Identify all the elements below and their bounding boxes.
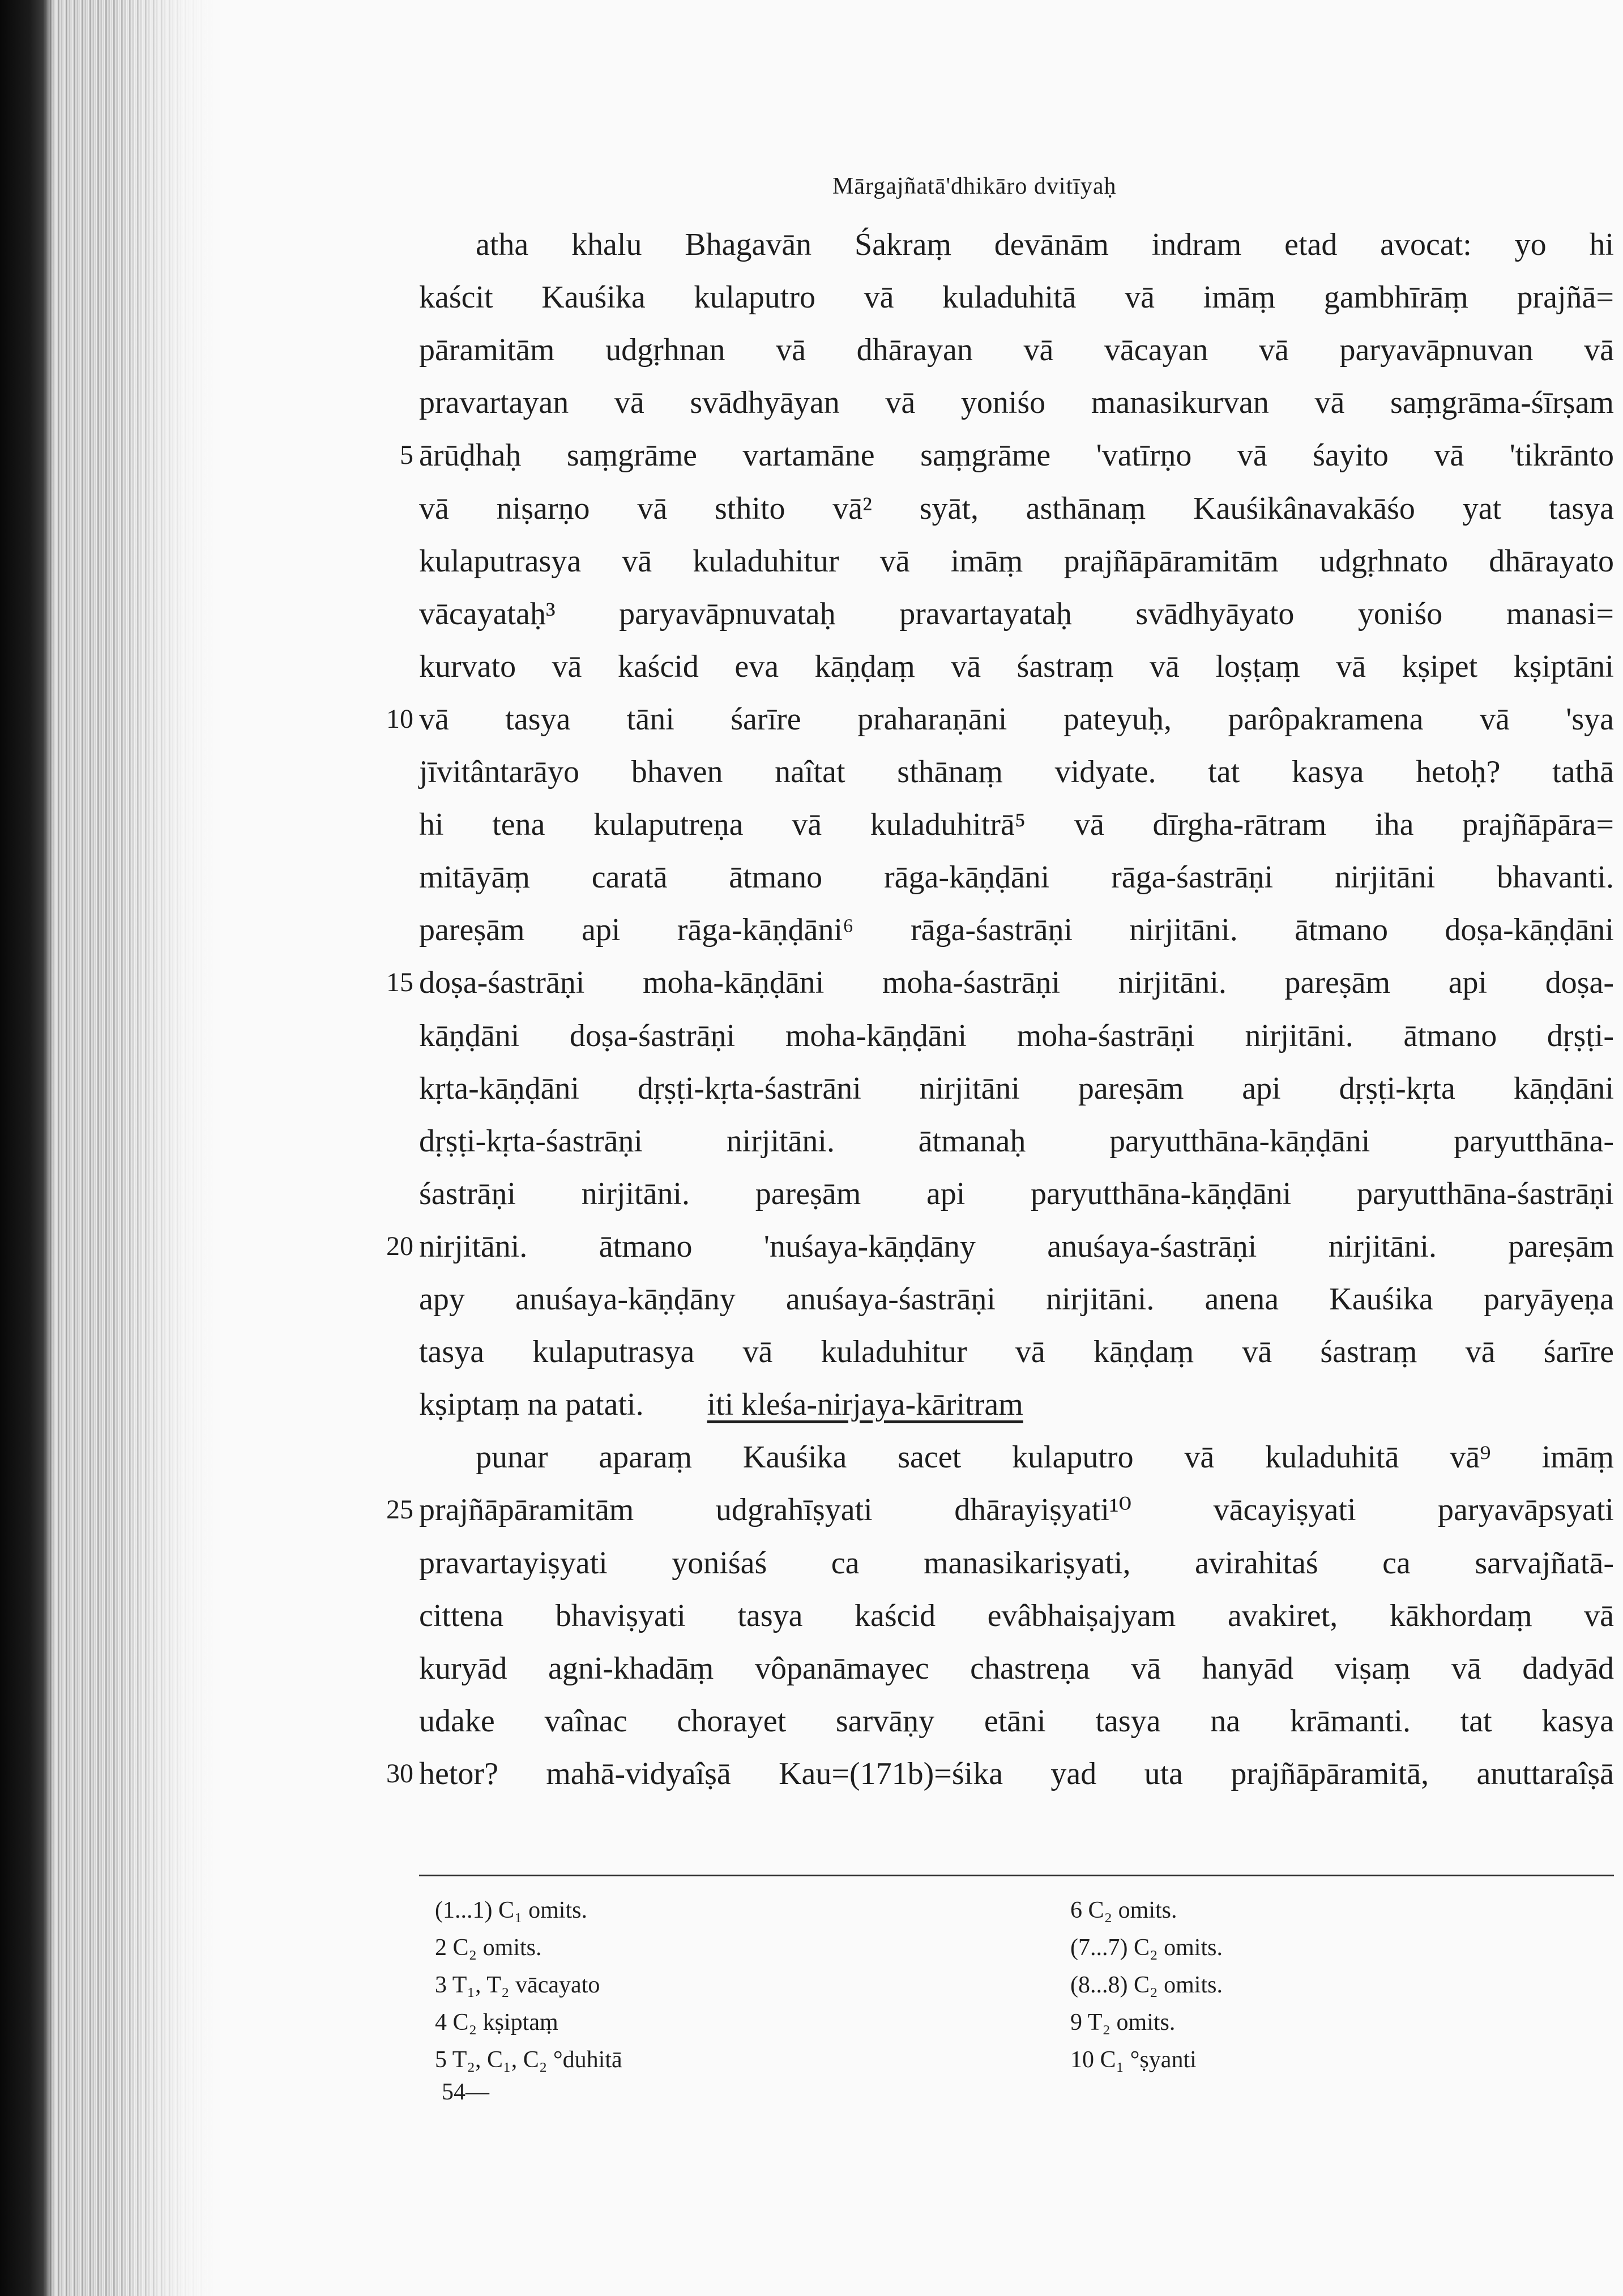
text-line-content: kṣiptaṃ na patati. [419,1387,644,1422]
text-line-content: jīvitântarāyo bhaven naîtat sthānaṃ vidyate. tat kasya hetoḥ? tathā [419,754,1614,789]
text-line-content: mitāyāṃ caratā ātmano rāga-kāṇḍāni rāga-śastrāṇi nirjitāni bhavanti. [419,860,1614,895]
text-line [419,754,1614,790]
text-line-content: dṛṣṭi-kṛta-śastrāṇi nirjitāni. ātmanaḥ paryutthāna-kāṇḍāni paryutthāna- [419,1124,1614,1159]
text-line-content: pareṣām api rāga-kāṇḍāni⁶ rāga-śastrāṇi nirjitāni. ātmano doṣa-kāṇḍāni [419,912,1614,948]
text-line [419,437,1614,473]
text-line [419,1703,1614,1739]
text-line [419,648,1614,685]
footnote: 2 C₂ omits. [435,1935,542,1961]
footnote: 9 T₂ omits. [1070,2009,1176,2035]
text-line [419,806,1614,843]
footnote-rule [419,1875,1614,1876]
text-line-content: kurvato vā kaścid eva kāṇḍaṃ vā śastraṃ vā loṣṭaṃ vā kṣipet kṣiptāni [419,649,1614,684]
text-line [476,227,1614,263]
footnote: 3 T₁, T₂ vācayato [435,1972,600,1998]
footnote: (8...8) C₂ omits. [1070,1972,1223,1998]
text-line-content: pravartayiṣyati yoniśaś ca manasikariṣyati, avirahitaś ca sarvajñatā- [419,1546,1614,1581]
text-line-content: vācayataḥ³ paryavāpnuvataḥ pravartayataḥ svādhyāyato yoniśo manasi= [419,596,1614,631]
text-line [419,596,1614,632]
text-line-content: vā niṣarṇo vā sthito vā² syāt, asthānaṃ Kauśikânavakāśo yat tasya [419,491,1614,526]
text-line-content: cittena bhaviṣyati tasya kaścid evâbhaiṣajyam avakiret, kākhordaṃ vā [419,1598,1614,1633]
text-line [419,965,1614,1001]
text-line [419,859,1614,895]
text-line [419,912,1614,948]
text-line-content: kāṇḍāni doṣa-śastrāṇi moha-kāṇḍāni moha-śastrāṇi nirjitāni. ātmano dṛṣṭi- [419,1018,1614,1053]
text-line [476,1439,1614,1475]
text-line-content: udake vaînac chorayet sarvāṇy etāni tasya na krāmanti. tat kasya [419,1704,1614,1739]
text-line [419,701,1614,737]
text-line [419,1176,1614,1212]
footnote: (7...7) C₂ omits. [1070,1935,1223,1961]
text-line [419,490,1614,527]
running-header: Mārgajñatā'dhikāro dvitīyaḥ [832,173,1117,199]
text-line [419,385,1614,421]
text-line [419,1070,1614,1107]
text-line-content: doṣa-śastrāṇi moha-kāṇḍāni moha-śastrāṇi nirjitāni. pareṣām api doṣa- [419,965,1614,1000]
text-line [419,1492,1614,1528]
text-line [419,1545,1614,1581]
text-line-content: prajñāpāramitām udgrahīṣyati dhārayiṣyati¹⁰ vācayiṣyati paryavāpsyati [419,1492,1614,1527]
footnote: 4 C₂ kṣiptaṃ [435,2009,558,2035]
footnotes-left-column [435,1892,622,2079]
footnotes-right-column [1070,1892,1223,2079]
text-line-content: kulaputrasya vā kuladuhitur vā imāṃ prajñāpāramitām udgṛhnato dhārayato [419,544,1614,579]
text-line [419,1334,1614,1370]
text-line [419,1123,1614,1159]
text-line-content: kaścit Kauśika kulaputro vā kuladuhitā vā imāṃ gambhīrāṃ prajñā= [419,280,1614,315]
text-line-content: ārūḍhaḥ saṃgrāme vartamāne saṃgrāme 'vatīrṇo vā śayito vā 'tikrānto [419,438,1614,473]
text-line [419,1018,1614,1054]
text-line [419,1650,1614,1687]
text-line [419,279,1614,315]
text-line [419,543,1614,579]
text-line-content: hetor? mahā-vidyaîṣā Kau=(171b)=śika yad uta prajñāpāramitā, anuttaraîṣā [419,1756,1614,1791]
footnote: 6 C₂ omits. [1070,1897,1177,1923]
line-number: 20 [386,1231,413,1261]
text-line-content: hi tena kulaputreṇa vā kuladuhitrā⁵ vā dīrgha-rātram iha prajñāpāra= [419,807,1614,842]
footnote: (1...1) C₁ omits. [435,1897,587,1923]
text-line [419,1228,1614,1265]
footnote: 10 C₁ °ṣyanti [1070,2047,1197,2073]
section-colophon: iti kleśa-nirjaya-kāritram [707,1387,1023,1422]
text-line [419,1598,1614,1634]
text-line [419,1386,1614,1423]
text-line-content: tasya kulaputrasya vā kuladuhitur vā kāṇḍaṃ vā śastraṃ vā śarīre [419,1334,1614,1369]
text-line-content: śastrāṇi nirjitāni. pareṣām api paryutthāna-kāṇḍāni paryutthāna-śastrāṇi [419,1176,1614,1211]
text-line-content: punar aparaṃ Kauśika sacet kulaputro vā kuladuhitā vā⁹ imāṃ [476,1440,1614,1475]
footnote: 5 T₂, C₁, C₂ °duhitā [435,2047,622,2073]
book-binding [0,0,215,2296]
text-line [419,1281,1614,1317]
text-line [419,332,1614,368]
text-line-content: apy anuśaya-kāṇḍāny anuśaya-śastrāṇi nirjitāni. anena Kauśika paryāyeṇa [419,1282,1614,1317]
text-line-content: nirjitāni. ātmano 'nuśaya-kāṇḍāny anuśaya-śastrāṇi nirjitāni. pareṣām [419,1229,1614,1264]
text-line-content: atha khalu Bhagavān Śakraṃ devānām indram etad avocat: yo hi [476,227,1614,262]
line-number: 5 [400,440,413,470]
text-line-content: kuryād agni-khadāṃ vôpanāmayec chastreṇa vā hanyād viṣaṃ vā dadyād [419,1651,1614,1686]
line-number: 30 [386,1759,413,1789]
line-number: 10 [386,704,413,734]
text-line-content: pravartayan vā svādhyāyan vā yoniśo manasikurvan vā saṃgrāma-śīrṣam [419,385,1614,420]
page-number: 54— [442,2079,489,2105]
line-number: 25 [386,1495,413,1525]
line-number: 15 [386,967,413,997]
text-line-content: pāramitām udgṛhnan vā dhārayan vā vācayan vā paryavāpnuvan vā [419,332,1614,368]
text-line-content: kṛta-kāṇḍāni dṛṣṭi-kṛta-śastrāni nirjitāni pareṣām api dṛṣṭi-kṛta kāṇḍāni [419,1071,1614,1106]
text-line [419,1756,1614,1792]
text-line-content: vā tasya tāni śarīre praharaṇāni pateyuḥ, parôpakramena vā 'sya [419,702,1614,737]
